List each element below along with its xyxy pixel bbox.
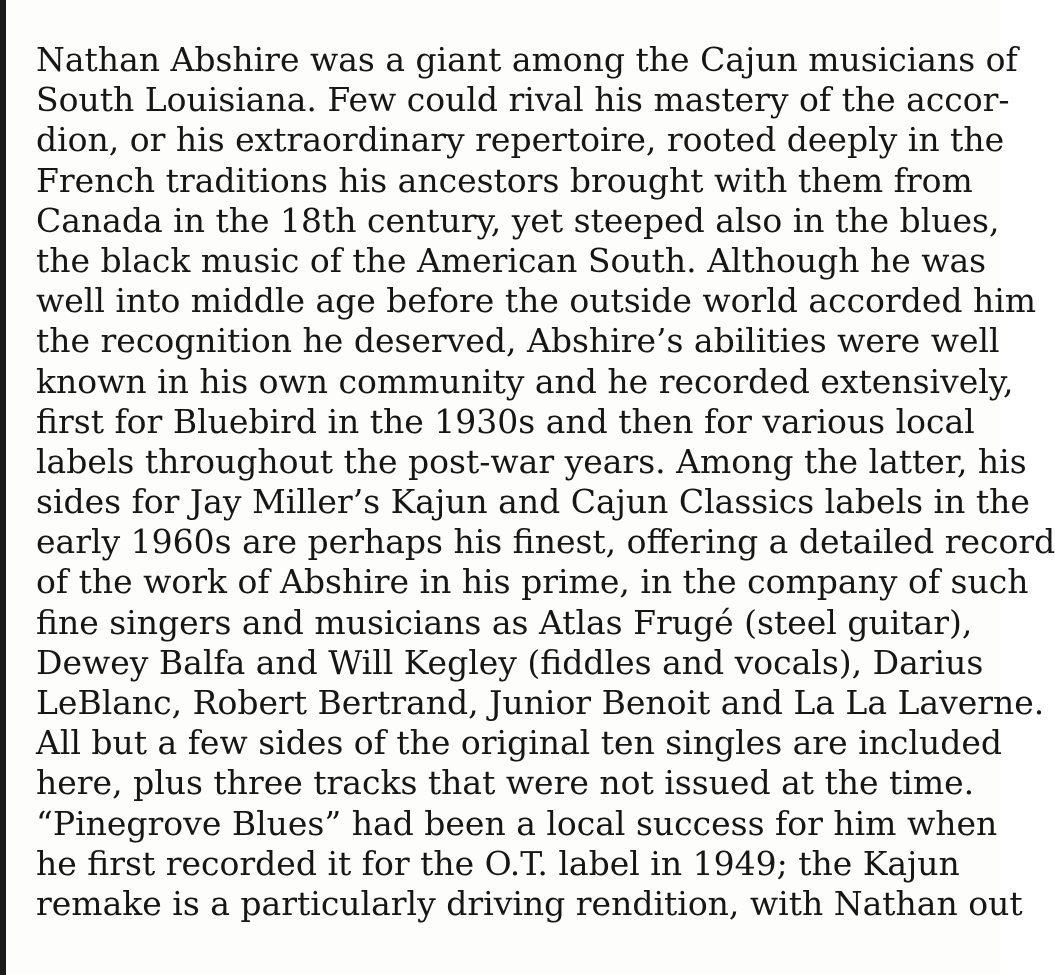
paragraph-1 [36,40,1055,804]
paragraph-1-line-18: All but a few sides of the original ten singles are included [36,723,1002,763]
paragraph-1-line-15: fine singers and musicians as Atlas Frugé (steel guitar), [36,602,973,642]
paragraph-1-line-12: sides for Jay Miller’s Kajun and Cajun Classics labels in the [36,482,1030,522]
paragraph-2-line-2: he first recorded it for the O.T. label in 1949; the Kajun [36,843,960,883]
paragraph-1-line-17: LeBlanc, Robert Bertrand, Junior Benoit and La La Laverne. [36,683,1045,722]
paragraph-1-line-6: the black music of the American South. Although he was [36,240,987,280]
paragraph-1-line-11: labels throughout the post-war years. Among the latter, his [36,441,1027,481]
liner-notes-text [36,40,1055,924]
paragraph-1-line-14: of the work of Abshire in his prime, in the company of such [36,562,1029,602]
paragraph-1-line-8: the recognition he deserved, Abshire’s abilities were well [36,321,1000,361]
paragraph-1-line-16: Dewey Balfa and Will Kegley (fiddles and vocals), Darius [36,642,984,682]
paragraph-2 [36,803,1023,925]
paragraph-1-line-13: early 1960s are perhaps his finest, offering a detailed record [36,522,1055,562]
paragraph-1-line-19: here, plus three tracks that were not issued at the time. [36,763,975,803]
paragraph-1-line-4: French traditions his ancestors brought with them from [36,160,973,200]
paragraph-1-line-1: Nathan Abshire was a giant among the Cajun musicians of [36,40,1018,79]
paragraph-1-line-5: Canada in the 18th century, yet steeped also in the blues, [36,200,1000,240]
paragraph-1-line-9: known in his own community and he recorded extensively, [36,361,1014,401]
paragraph-1-line-2: South Louisiana. Few could rival his mastery of the accor- [36,80,1010,120]
paragraph-1-line-7: well into middle age before the outside world accorded him [36,281,1037,321]
paragraph-1-line-3: dion, or his extraordinary repertoire, rooted deeply in the [36,120,1005,160]
paragraph-2-line-3: remake is a particularly driving rendition, with Nathan out [36,883,1023,923]
scan-edge-divider [0,0,6,975]
paragraph-2-line-1: “Pinegrove Blues” had been a local success for him when [36,803,998,843]
paragraph-1-line-10: first for Bluebird in the 1930s and then for various local [36,401,975,441]
